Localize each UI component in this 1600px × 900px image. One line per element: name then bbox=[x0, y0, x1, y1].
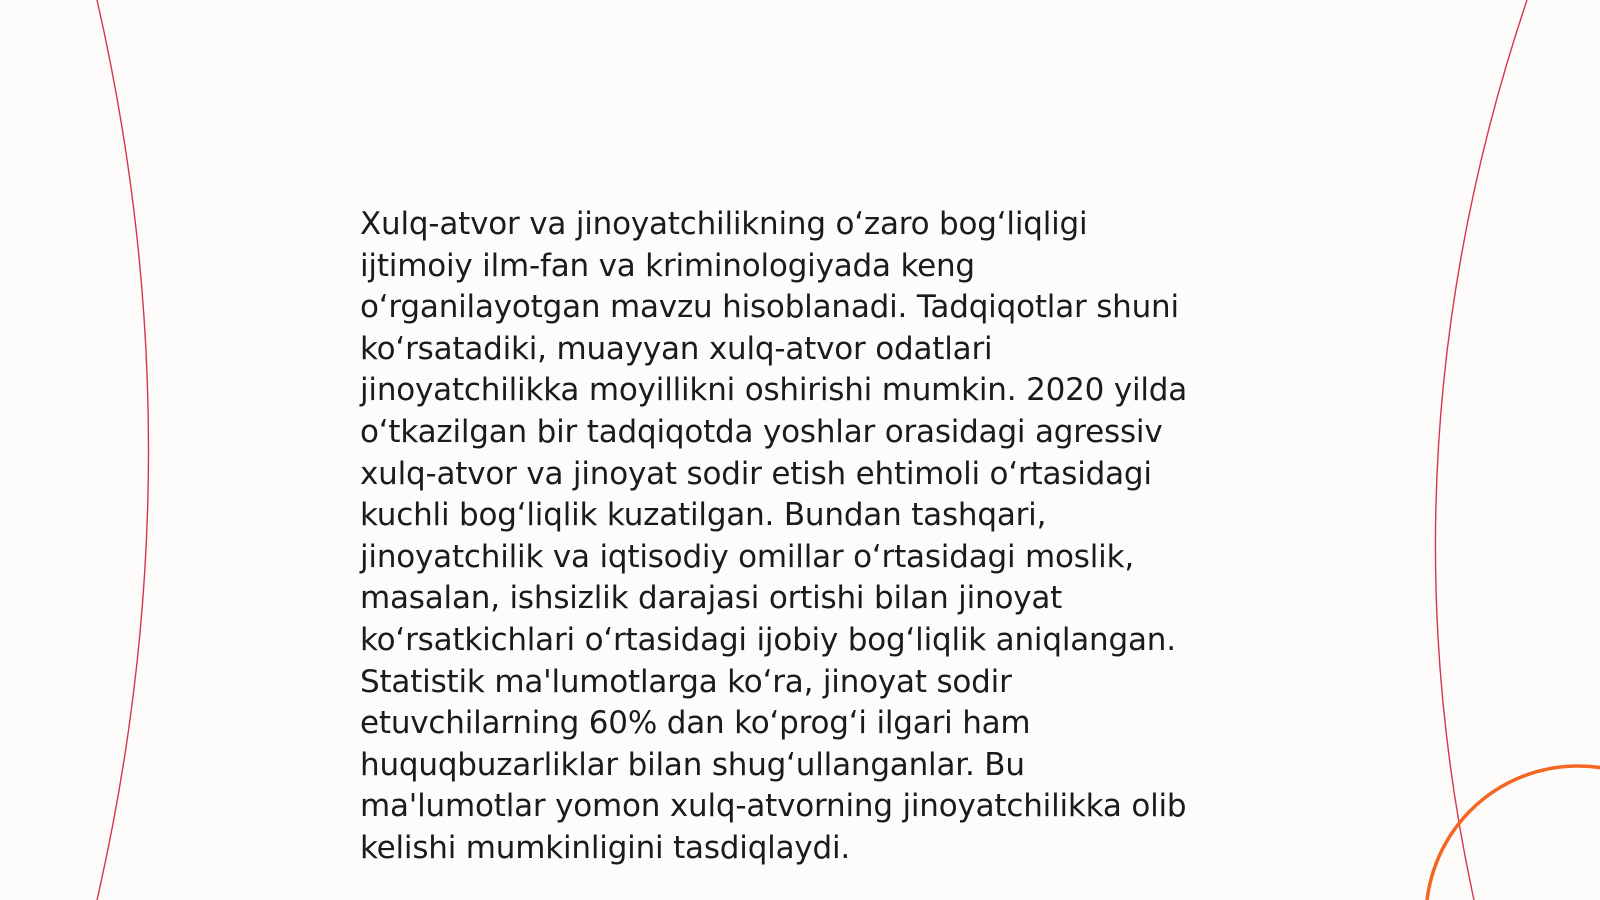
accent-circle bbox=[1426, 766, 1600, 900]
right-curve-line bbox=[1435, 0, 1527, 900]
left-curve-line bbox=[97, 0, 149, 900]
body-paragraph: Xulq-atvor va jinoyatchilikning o‘zaro bog‘liqligi ijtimoiy ilm-fan va kriminologiyada keng o‘rganilayotgan mavzu hisoblanadi. Tadqiqotlar shuni ko‘rsatadiki, muayyan xulq-atvor odatlari jinoyatchilikka moyillikni oshirishi mumkin. 2020 yilda o‘tkazilgan bir tadqiqotda yoshlar orasidagi agressiv xulq-atvor va jinoyat sodir etish ehtimoli o‘rtasidagi kuchli bog‘liqlik kuzatilgan. Bundan tashqari, jinoyatchilik va iqtisodiy omillar o‘rtasidagi moslik, masalan, ishsizlik darajasi ortishi bilan jinoyat ko‘rsatkichlari o‘rtasidagi ijobiy bog‘liqlik aniqlangan. Statistik ma'lumotlarga ko‘ra, jinoyat sodir etuvchilarning 60% dan ko‘prog‘i ilgari ham huquqbuzarliklar bilan shug‘ullanganlar. Bu ma'lumotlar yomon xulq-atvorning jinoyatchilikka olib kelishi mumkinligini tasdiqlaydi. bbox=[360, 206, 1188, 866]
